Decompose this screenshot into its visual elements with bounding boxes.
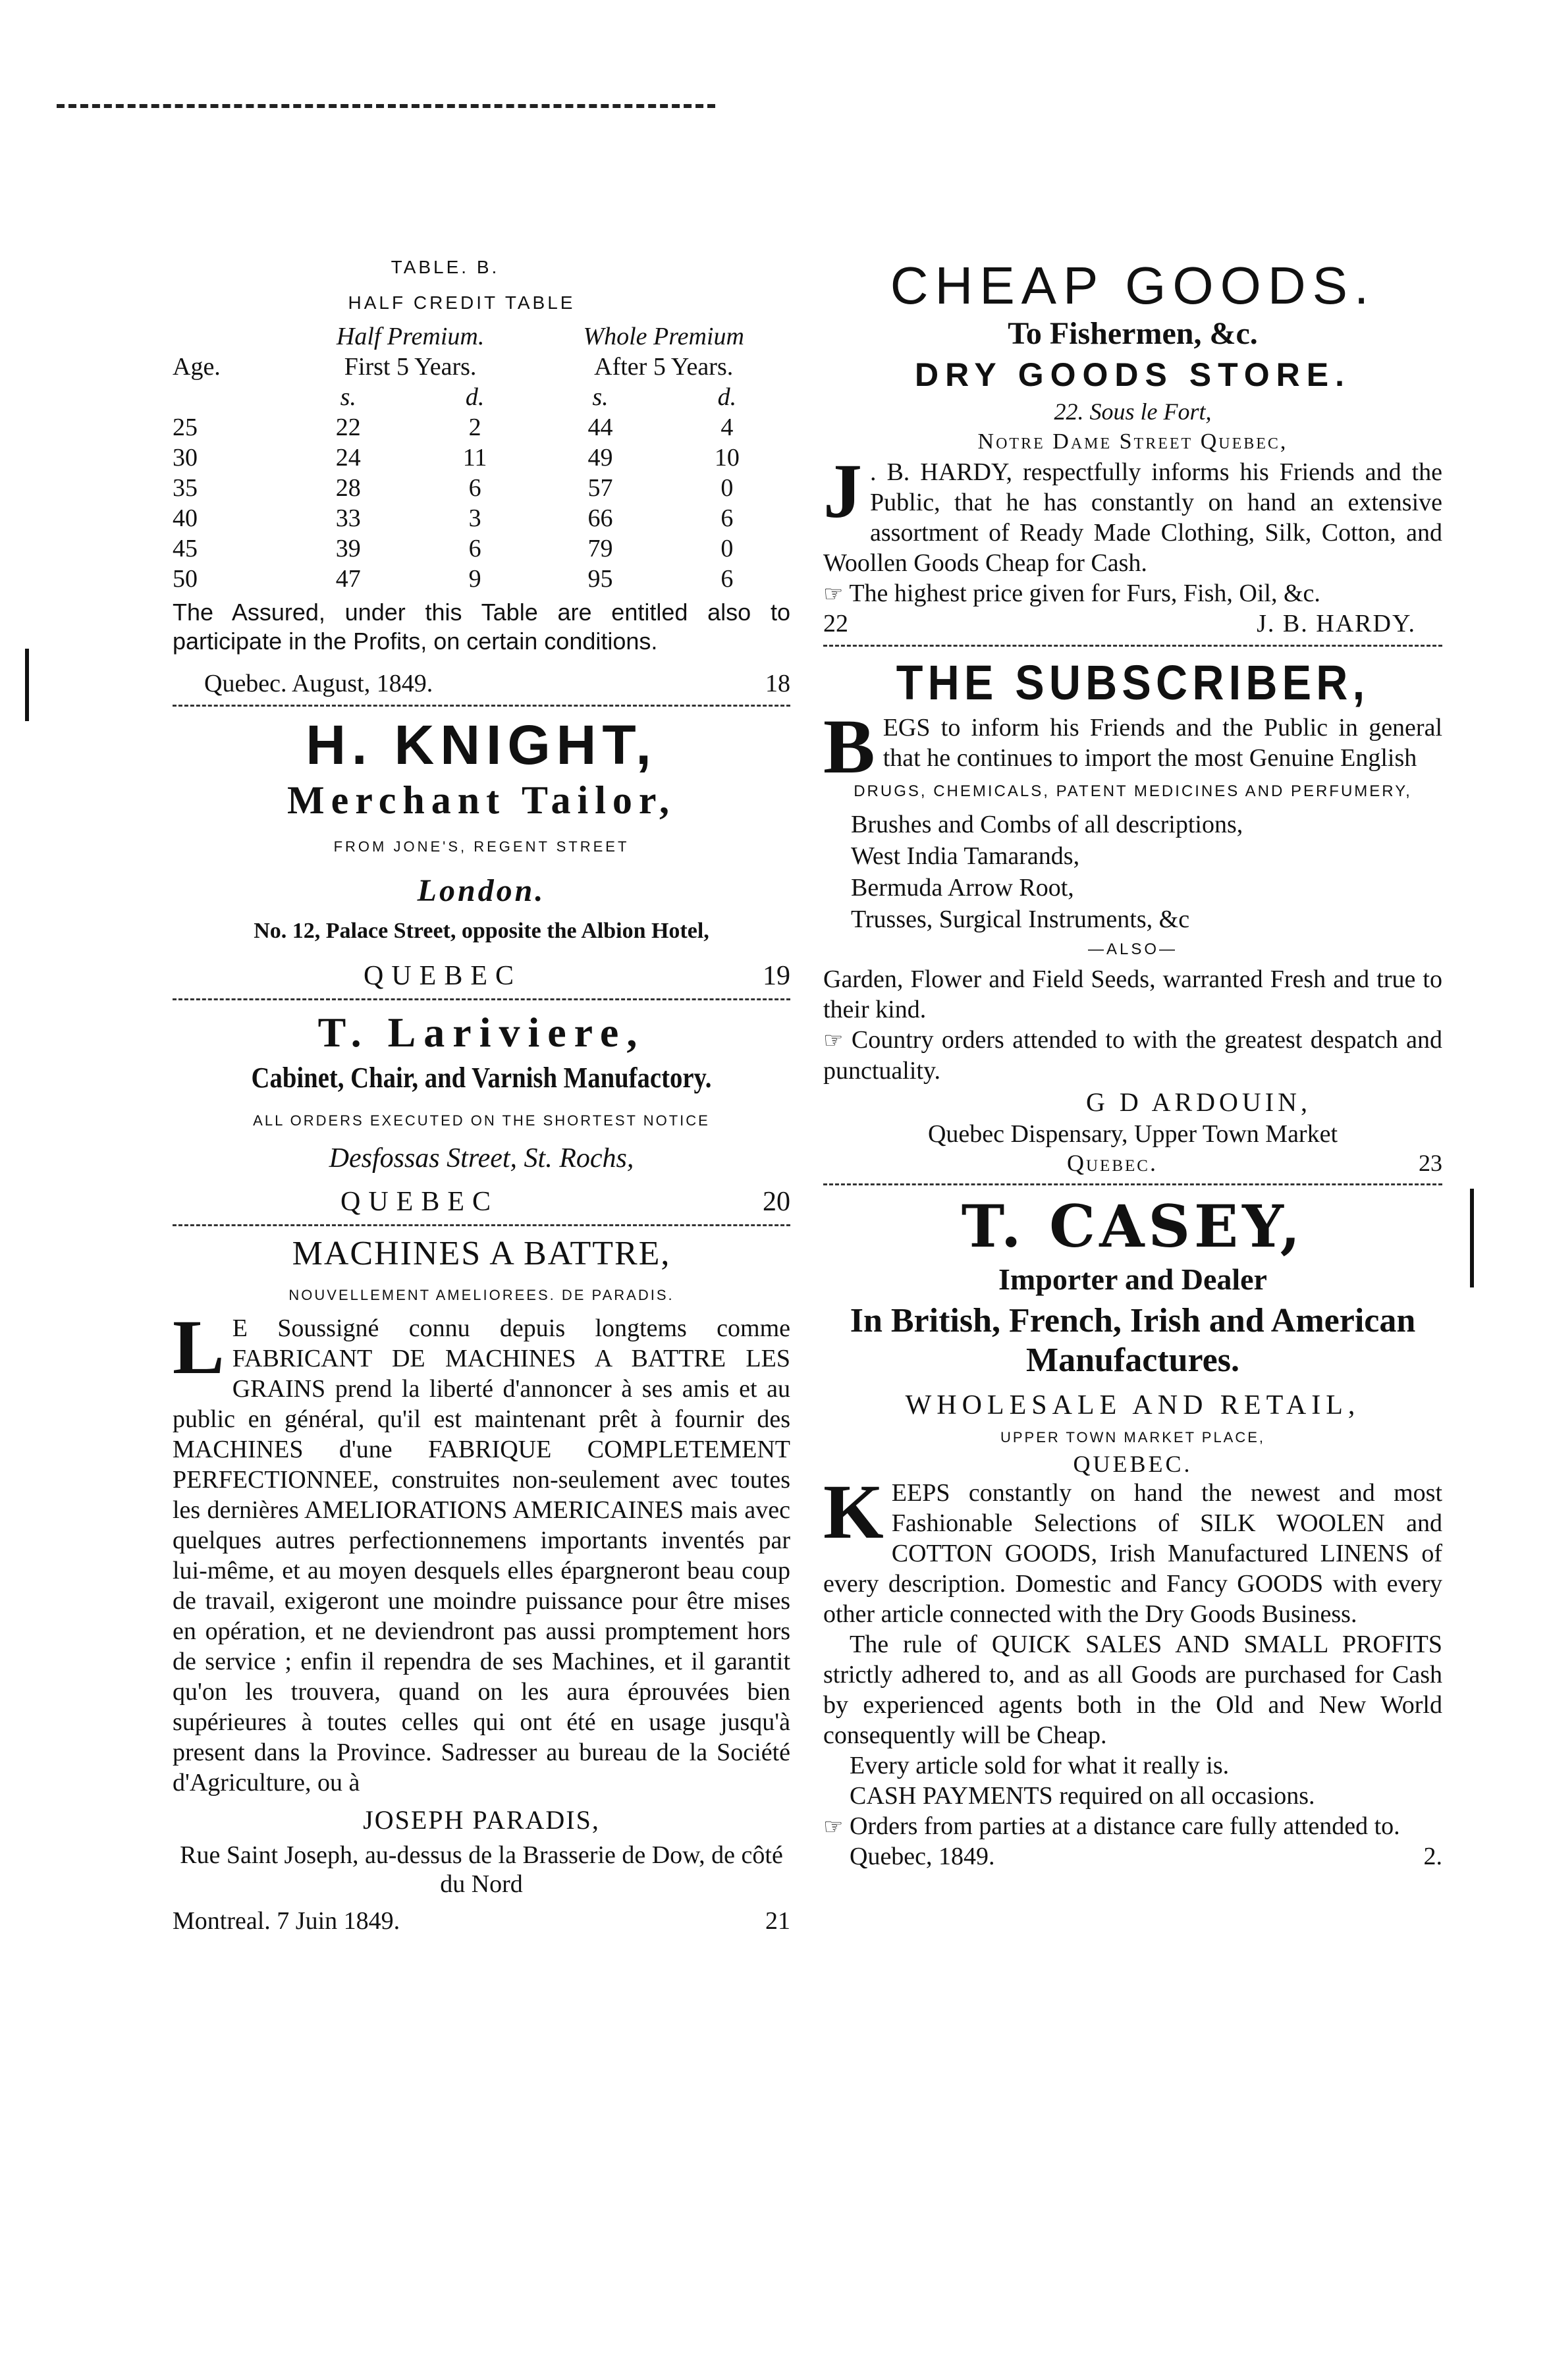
divider bbox=[173, 1224, 790, 1226]
knight-name: H. KNIGHT, bbox=[306, 714, 657, 776]
ad-number: 21 bbox=[765, 1907, 790, 1935]
table-row bbox=[173, 412, 790, 443]
whole-shillings-cell: 57 bbox=[587, 474, 613, 502]
lariviere-footer bbox=[173, 1186, 790, 1218]
cheap-goods-store: DRY GOODS STORE. bbox=[915, 356, 1351, 393]
whole-shillings-cell: 95 bbox=[587, 565, 613, 593]
knight-city: London. bbox=[417, 873, 546, 908]
table-row bbox=[173, 473, 790, 503]
divider bbox=[823, 1183, 1442, 1185]
drop-cap: K bbox=[823, 1469, 884, 1555]
age-header: Age. bbox=[173, 353, 221, 381]
table-row bbox=[173, 503, 790, 533]
margin-mark bbox=[25, 649, 29, 721]
whole-shillings-cell: 44 bbox=[587, 414, 613, 441]
table-note: The Assured, under this Table are entitled also to participate in the Profits, on certain conditions. bbox=[173, 599, 790, 655]
half-pence-cell: 3 bbox=[468, 504, 481, 532]
lariviere-place: QUEBEC bbox=[340, 1187, 499, 1217]
casey-place: QUEBEC. bbox=[1073, 1451, 1193, 1477]
machines-subtitle: NOUVELLEMENT AMELIOREES. DE PARADIS. bbox=[288, 1287, 674, 1303]
subscriber-orders: Country orders attended to with the greatest despatch and punctuality. bbox=[823, 1026, 1442, 1085]
pointing-hand-icon: ☞ bbox=[823, 1027, 844, 1054]
dateline: Quebec. August, 1849. bbox=[204, 670, 433, 697]
table-row bbox=[173, 564, 790, 594]
casey-rule-text: The rule of QUICK SALES AND SMALL PROFITS strictly adhered to, and as all Goods are purchased for Cash by experienced agents both in the Old and New World consequently will be Cheap. bbox=[823, 1631, 1442, 1749]
subscriber-place: Quebec. bbox=[1067, 1150, 1158, 1176]
ad-number: 20 bbox=[763, 1187, 790, 1217]
age-cell: 35 bbox=[173, 474, 198, 502]
subscriber-seeds: Garden, Flower and Field Seeds, warranted Fresh and true to their kind. bbox=[823, 965, 1442, 1023]
cheap-goods-title: CHEAP GOODS. bbox=[890, 256, 1376, 315]
cheap-goods-signature: J. B. HARDY. bbox=[1257, 610, 1416, 637]
age-cell: 30 bbox=[173, 444, 198, 472]
age-cell: 40 bbox=[173, 504, 198, 532]
knight-title: Merchant Tailor, bbox=[286, 778, 676, 822]
casey-body-block bbox=[823, 1469, 1442, 1629]
half-shillings-cell: 39 bbox=[335, 535, 361, 562]
left-column bbox=[173, 257, 790, 1935]
unit-label: d. bbox=[465, 383, 485, 411]
casey-every-article: Every article sold for what it really is. bbox=[850, 1752, 1230, 1779]
ad-number: 23 bbox=[1419, 1150, 1442, 1176]
table-subtitle: HALF CREDIT TABLE bbox=[348, 292, 576, 313]
unit-label: s. bbox=[592, 383, 609, 411]
knight-from: FROM JONE'S, REGENT STREET bbox=[333, 838, 630, 855]
half-pence-cell: 6 bbox=[468, 535, 481, 562]
machines-body: E Soussigné connu depuis longtems comme FABRICANT DE MACHINES A BATTRE LES GRAINS prend la liberté d'annoncer à ses amis et au public en général, qu'il est maintenant prêt à fournir des MACHINES d'une FABRIQUE COMPLETEMENT PERFECTIONNEE, construites non-seulement avec toutes les dernières AMELIORATIONS AMERICAINES mais avec quelques autres perfectionnemens importants inventés par lui-même, et au moyen desquels elles épargneront beau coup de travail, exigeront une moindre puissance pour être mises en opération, et ne deviendront pas aussi promptement hors de service ; enfin il rependra de ses Machines, et il garantit qu'on les trouvera, quand on les aura éprouvées bien supérieures à toutes celles qui ont été en usage jusqu'à present dans la Province. Sadresser au bureau de la Société d'Agriculture, ou à bbox=[173, 1314, 790, 1797]
casey-footer bbox=[823, 1842, 1442, 1871]
whole-pence-cell: 10 bbox=[714, 444, 740, 472]
half-pence-cell: 6 bbox=[468, 474, 481, 502]
lariviere-business: Cabinet, Chair, and Varnish Manufactory. bbox=[251, 1062, 712, 1094]
machines-a-battre-ad bbox=[173, 1233, 790, 1935]
whole-pence-cell: 6 bbox=[720, 504, 734, 532]
age-cell: 45 bbox=[173, 535, 198, 562]
age-cell: 50 bbox=[173, 565, 198, 593]
ad-number: 2. bbox=[1423, 1843, 1442, 1870]
subscriber-items bbox=[823, 809, 1442, 935]
premium-table bbox=[173, 321, 790, 594]
cheap-goods-body-block bbox=[823, 448, 1442, 578]
machines-address: Rue Saint Joseph, au-dessus de la Brasserie de Dow, de côté du Nord bbox=[180, 1841, 783, 1898]
half-shillings-cell: 33 bbox=[335, 504, 361, 532]
machines-footer bbox=[173, 1907, 790, 1935]
cheap-goods-footer bbox=[823, 609, 1442, 638]
casey-trade: WHOLESALE AND RETAIL, bbox=[905, 1390, 1361, 1420]
cheap-goods-notice-line bbox=[823, 578, 1442, 609]
half-shillings-cell: 47 bbox=[335, 565, 361, 593]
machines-signature: JOSEPH PARADIS, bbox=[363, 1805, 600, 1835]
pointing-hand-icon: ☞ bbox=[823, 581, 844, 607]
subscriber-location: Quebec Dispensary, Upper Town Market bbox=[927, 1120, 1338, 1148]
subscriber-title: THE SUBSCRIBER, bbox=[896, 655, 1370, 710]
half-pence-cell: 9 bbox=[468, 565, 481, 593]
subscriber-body: EGS to inform his Friends and the Public in general that he continues to import the most Genuine English bbox=[883, 714, 1442, 772]
machines-body-block bbox=[173, 1304, 790, 1798]
subscriber-also: —ALSO— bbox=[1087, 940, 1178, 958]
cheap-goods-subtitle: To Fishermen, &c. bbox=[1008, 316, 1258, 351]
table-label: TABLE. B. bbox=[391, 257, 500, 277]
ad-number: 22 bbox=[823, 610, 848, 637]
list-item: West India Tamarands, bbox=[851, 842, 1080, 870]
cheap-goods-body: . B. HARDY, respectfully informs his Friends and the Public, that he has constantly on hand an extensive assortment of Ready Made Clothing, Silk, Cotton, and Woollen Goods Cheap for Cash. bbox=[823, 458, 1442, 577]
table-row bbox=[173, 443, 790, 473]
drop-cap: B bbox=[823, 703, 875, 790]
casey-orders-line bbox=[823, 1811, 1442, 1842]
machines-title: MACHINES A BATTRE, bbox=[292, 1235, 671, 1272]
casey-ad bbox=[823, 1192, 1442, 1871]
whole-pence-cell: 6 bbox=[720, 565, 734, 593]
lariviere-orders: ALL ORDERS EXECUTED ON THE SHORTEST NOTICE bbox=[253, 1112, 710, 1129]
subscriber-signature: G D ARDOUIN, bbox=[1086, 1087, 1311, 1117]
subscriber-orders-line bbox=[823, 1025, 1442, 1086]
casey-body: EEPS constantly on hand the newest and most Fashionable Selections of SILK WOOLEN and COTTON GOODS, Irish Manufactured LINENS of every description. Domestic and Fancy GOODS with every other article connected with the Dry Goods Business. bbox=[823, 1479, 1442, 1628]
pointing-hand-icon: ☞ bbox=[823, 1814, 844, 1840]
top-border-line bbox=[57, 104, 715, 108]
whole-pence-cell: 4 bbox=[720, 414, 734, 441]
divider bbox=[173, 705, 790, 707]
first-years-header: First 5 Years. bbox=[344, 353, 477, 381]
casey-title: Importer and Dealer bbox=[998, 1262, 1267, 1296]
unit-label: s. bbox=[340, 383, 356, 411]
half-shillings-cell: 22 bbox=[335, 414, 361, 441]
lariviere-name: T. Lariviere, bbox=[317, 1009, 645, 1056]
knight-tailor-ad bbox=[173, 713, 790, 992]
cheap-goods-address-number: 22. Sous le Fort, bbox=[1054, 398, 1212, 425]
cheap-goods-ad bbox=[823, 257, 1442, 638]
unit-label: d. bbox=[717, 383, 737, 411]
drop-cap: L bbox=[173, 1304, 225, 1390]
knight-address: No. 12, Palace Street, opposite the Albion Hotel, bbox=[254, 919, 709, 943]
list-item: Brushes and Combs of all descriptions, bbox=[851, 811, 1243, 838]
half-pence-cell: 11 bbox=[462, 444, 487, 472]
dateline: Montreal. 7 Juin 1849. bbox=[173, 1907, 400, 1935]
margin-mark bbox=[1470, 1189, 1474, 1287]
knight-place: QUEBEC bbox=[364, 961, 522, 991]
list-item: Bermuda Arrow Root, bbox=[851, 874, 1074, 902]
subscriber-footer bbox=[823, 1149, 1442, 1177]
table-row bbox=[173, 533, 790, 564]
subscriber-ad bbox=[823, 653, 1442, 1177]
column-header-whole-premium: Whole Premium bbox=[583, 323, 744, 350]
drop-cap: J bbox=[823, 448, 862, 534]
after-years-header: After 5 Years. bbox=[594, 353, 734, 381]
dateline: Quebec, 1849. bbox=[850, 1843, 995, 1870]
list-item: Trusses, Surgical Instruments, &c bbox=[851, 906, 1190, 933]
casey-address: UPPER TOWN MARKET PLACE, bbox=[1000, 1429, 1266, 1446]
whole-shillings-cell: 49 bbox=[587, 444, 613, 472]
lariviere-ad bbox=[173, 1007, 790, 1218]
casey-orders: Orders from parties at a distance care fully attended to. bbox=[849, 1812, 1400, 1840]
knight-footer bbox=[173, 960, 790, 992]
column-header-half-premium: Half Premium. bbox=[336, 323, 485, 350]
ad-number: 18 bbox=[765, 670, 790, 697]
ad-number: 19 bbox=[763, 961, 790, 991]
subscriber-body-block bbox=[823, 703, 1442, 790]
right-column bbox=[823, 257, 1442, 1871]
age-cell: 25 bbox=[173, 414, 198, 441]
lariviere-street: Desfossas Street, St. Rochs, bbox=[329, 1143, 634, 1174]
whole-pence-cell: 0 bbox=[720, 474, 734, 502]
half-pence-cell: 2 bbox=[468, 414, 481, 441]
whole-shillings-cell: 79 bbox=[587, 535, 613, 562]
whole-shillings-cell: 66 bbox=[587, 504, 613, 532]
cheap-goods-notice: The highest price given for Furs, Fish, Oil, &c. bbox=[849, 580, 1320, 607]
table-ad-footer bbox=[173, 669, 790, 698]
half-shillings-cell: 28 bbox=[335, 474, 361, 502]
divider bbox=[823, 645, 1442, 647]
subscriber-categories: DRUGS, CHEMICALS, PATENT MEDICINES AND PERFUMERY, bbox=[854, 782, 1412, 800]
casey-name: T. CASEY, bbox=[961, 1192, 1305, 1260]
whole-pence-cell: 0 bbox=[720, 535, 734, 562]
half-shillings-cell: 24 bbox=[335, 444, 361, 472]
half-credit-table-ad bbox=[173, 257, 790, 698]
divider bbox=[173, 998, 790, 1000]
casey-cash: CASH PAYMENTS required on all occasions. bbox=[850, 1782, 1315, 1810]
casey-headline: In British, French, Irish and American Manufactures. bbox=[850, 1302, 1416, 1379]
cheap-goods-street: Notre Dame Street Quebec, bbox=[977, 429, 1288, 454]
